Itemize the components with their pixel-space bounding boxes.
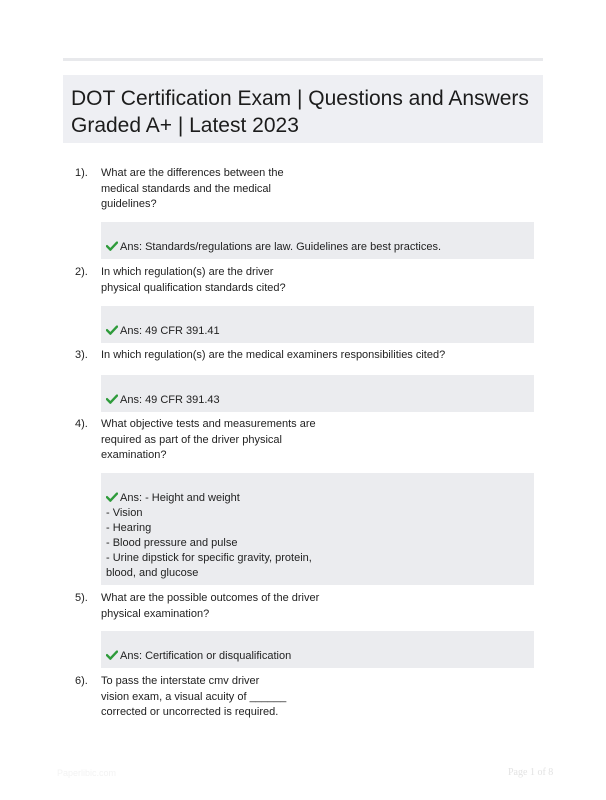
answer-box bbox=[101, 473, 534, 585]
check-icon bbox=[106, 492, 118, 502]
question-number: 1). bbox=[75, 167, 88, 179]
check-icon bbox=[106, 394, 118, 404]
question-text: In which regulation(s) are the medical examiners responsibilities cited? bbox=[101, 349, 446, 361]
answer-box bbox=[101, 631, 534, 668]
question-number: 5). bbox=[75, 592, 88, 604]
check-icon bbox=[106, 650, 118, 660]
question-number: 4). bbox=[75, 418, 88, 430]
answer-box bbox=[101, 222, 534, 259]
question-text: In which regulation(s) are the driver physical qualification standards cited? bbox=[101, 266, 286, 294]
question-number: 3). bbox=[75, 349, 88, 361]
document-title: DOT Certification Exam | Questions and Answers Graded A+ | Latest 2023 bbox=[71, 87, 529, 137]
question-number: 2). bbox=[75, 266, 88, 278]
check-icon bbox=[106, 241, 118, 251]
answer-box bbox=[101, 306, 534, 343]
answer-text: Ans: 49 CFR 391.43 bbox=[120, 394, 220, 406]
title-banner bbox=[63, 75, 543, 143]
top-divider bbox=[63, 58, 543, 61]
answer-text-first-line: Ans: - Height and weight bbox=[120, 492, 240, 504]
question-text: To pass the interstate cmv driver vision exam, a visual acuity of ______ corrected or uncorrected is required. bbox=[101, 675, 287, 718]
answer-text: Ans: Certification or disqualification bbox=[120, 650, 292, 662]
question-number: 6). bbox=[75, 675, 88, 687]
answer-text: Ans: 49 CFR 391.41 bbox=[120, 325, 220, 337]
answer-text-list: - Vision - Hearing - Blood pressure and pulse - Urine dipstick for specific gravity, protein, blood, and glucose bbox=[106, 507, 312, 579]
footer-watermark: Paperlibic.com bbox=[57, 768, 117, 778]
question-text: What are the possible outcomes of the driver physical examination? bbox=[101, 592, 320, 620]
answer-box bbox=[101, 375, 534, 412]
check-icon bbox=[106, 325, 118, 335]
answer-text: Ans: Standards/regulations are law. Guidelines are best practices. bbox=[120, 241, 442, 253]
question-text: What objective tests and measurements are required as part of the driver physical examination? bbox=[101, 418, 316, 461]
question-text: What are the differences between the medical standards and the medical guidelines? bbox=[101, 167, 284, 210]
page-number: Page 1 of 8 bbox=[508, 767, 554, 778]
